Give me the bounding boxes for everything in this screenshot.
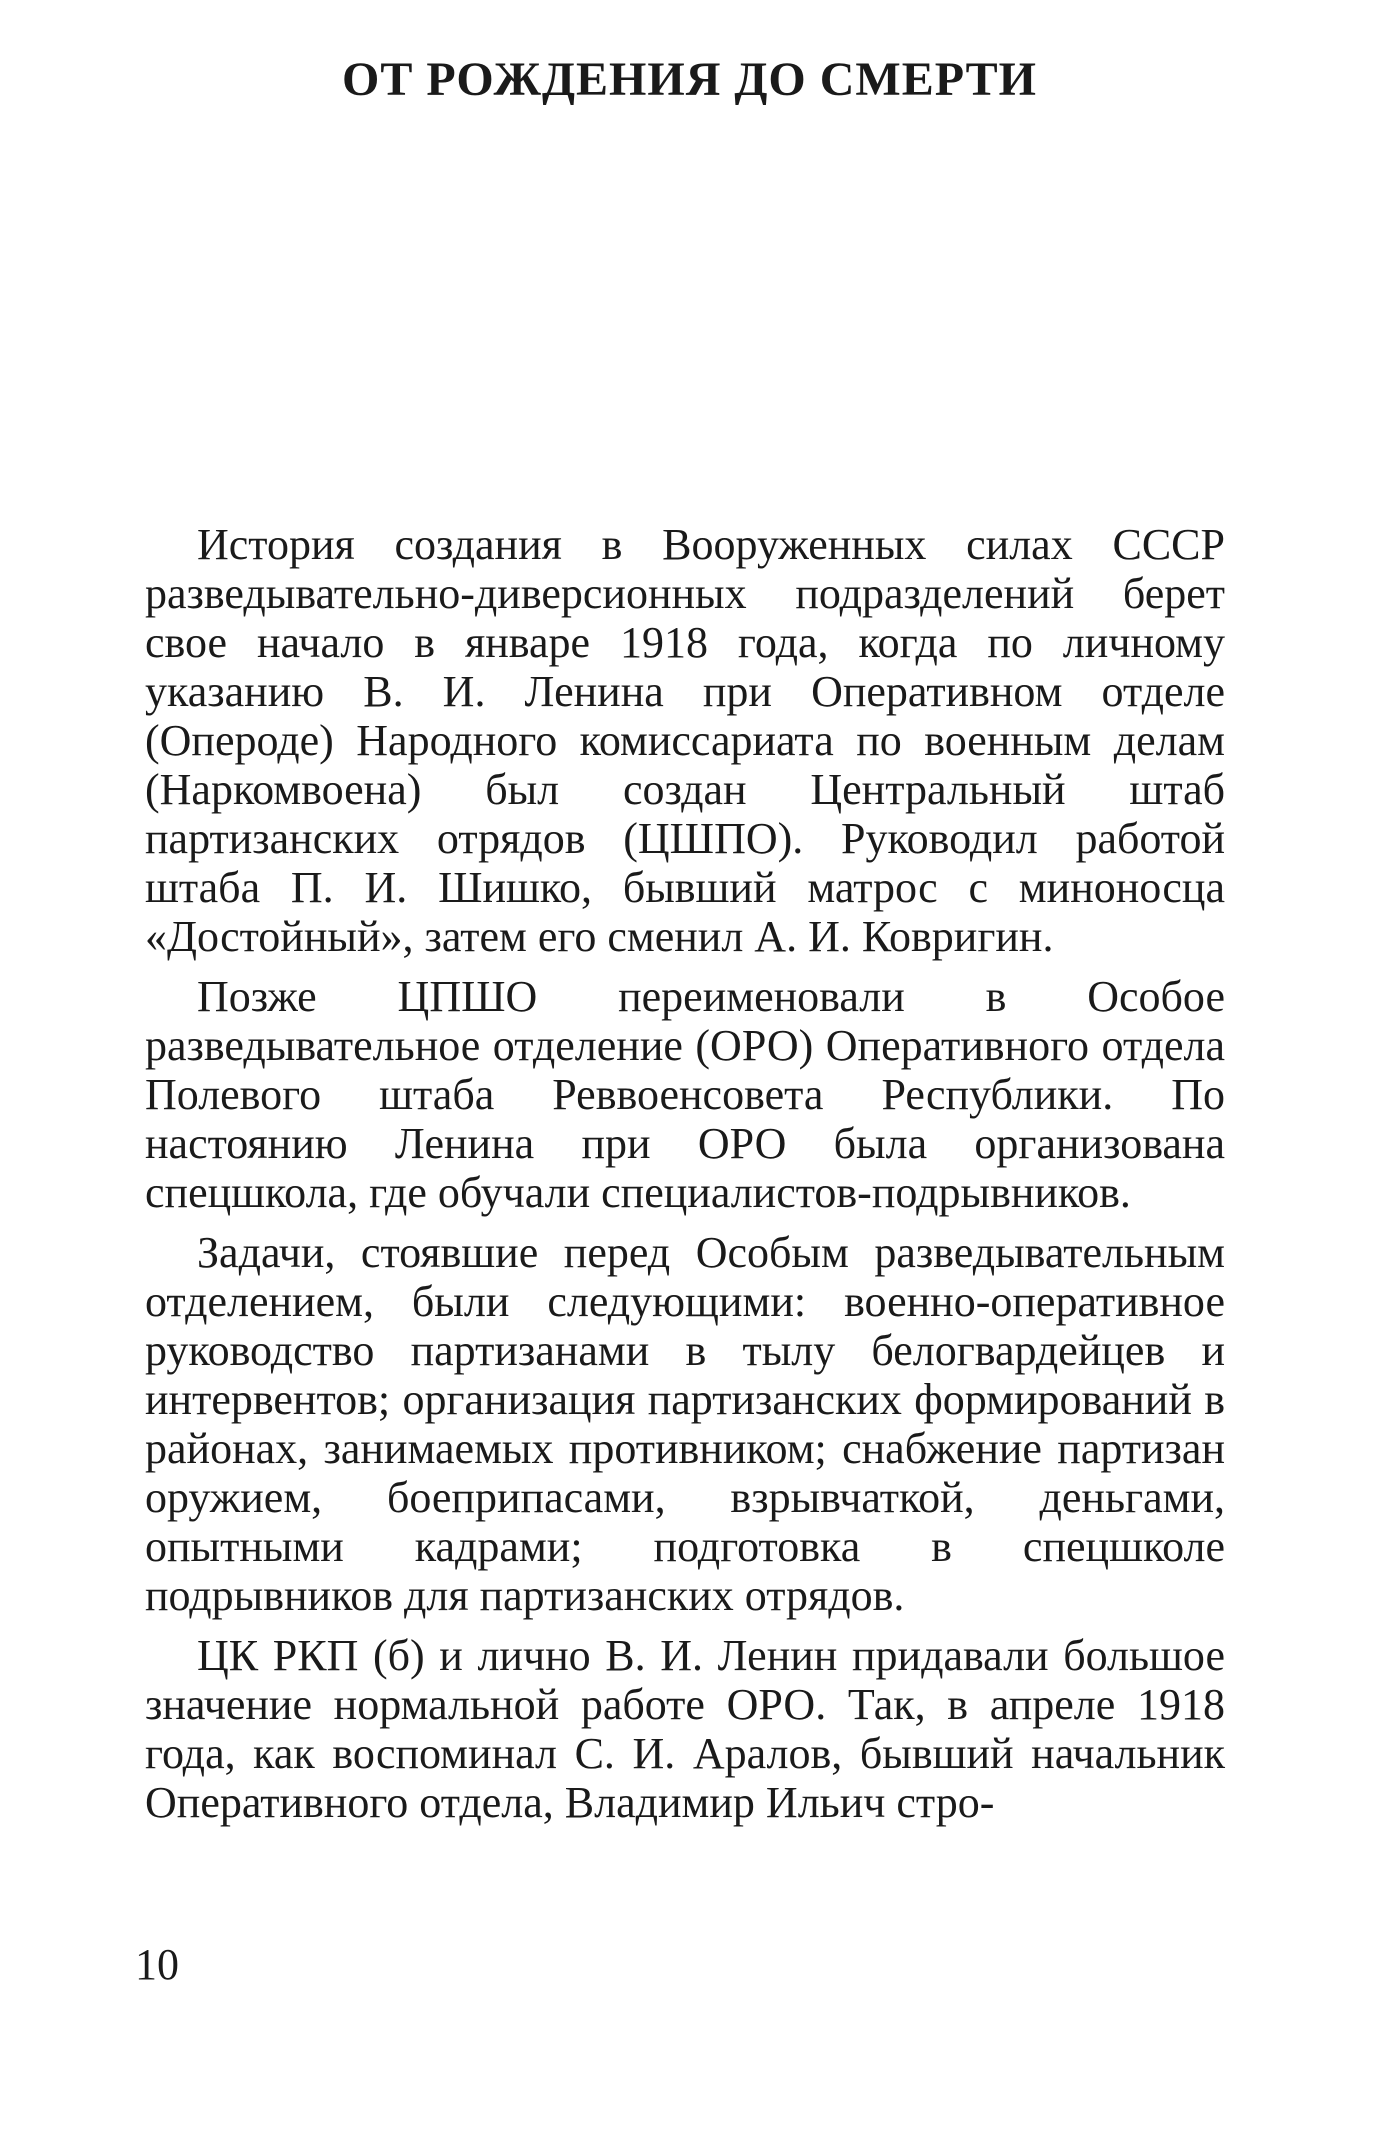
body-text <box>145 520 1225 1827</box>
paragraph: История создания в Вооруженных силах СССР разведывательно-диверсионных подразделений берет свое начало в январе 1918 года, когда по личному указанию В. И. Ленина при Оперативном отделе (Опероде) Народного комиссариата по военным делам (Наркомвоена) был создан Центральный штаб партизанских отрядов (ЦШПО). Руководил работой штаба П. И. Шишко, бывший матрос с миноносца «Достойный», затем его сменил А. И. Ковригин. <box>145 520 1225 961</box>
chapter-title: ОТ РОЖДЕНИЯ ДО СМЕРТИ <box>342 53 1037 106</box>
paragraph: Позже ЦПШО переименовали в Особое разведывательное отделение (ОРО) Оперативного отдела Полевого штаба Реввоенсовета Республики. По настоянию Ленина при ОРО была организована спецшкола, где обучали специалистов-подрывников. <box>145 972 1225 1217</box>
page-number: 10 <box>135 1940 179 1989</box>
paragraph: ЦК РКП (б) и лично В. И. Ленин придавали большое значение нормальной работе ОРО. Так, в апреле 1918 года, как воспоминал С. И. Аралов, бывший начальник Оперативного отдела, Владимир Ильич стро- <box>145 1631 1225 1827</box>
paragraph: Задачи, стоявшие перед Особым разведывательным отделением, были следующими: военно-оперативное руководство партизанами в тылу белогвардейцев и интервентов; организация партизанских формирований в районах, занимаемых противником; снабжение партизан оружием, боеприпасами, взрывчаткой, деньгами, опытными кадрами; подготовка в спецшколе подрывников для партизанских отрядов. <box>145 1228 1225 1620</box>
